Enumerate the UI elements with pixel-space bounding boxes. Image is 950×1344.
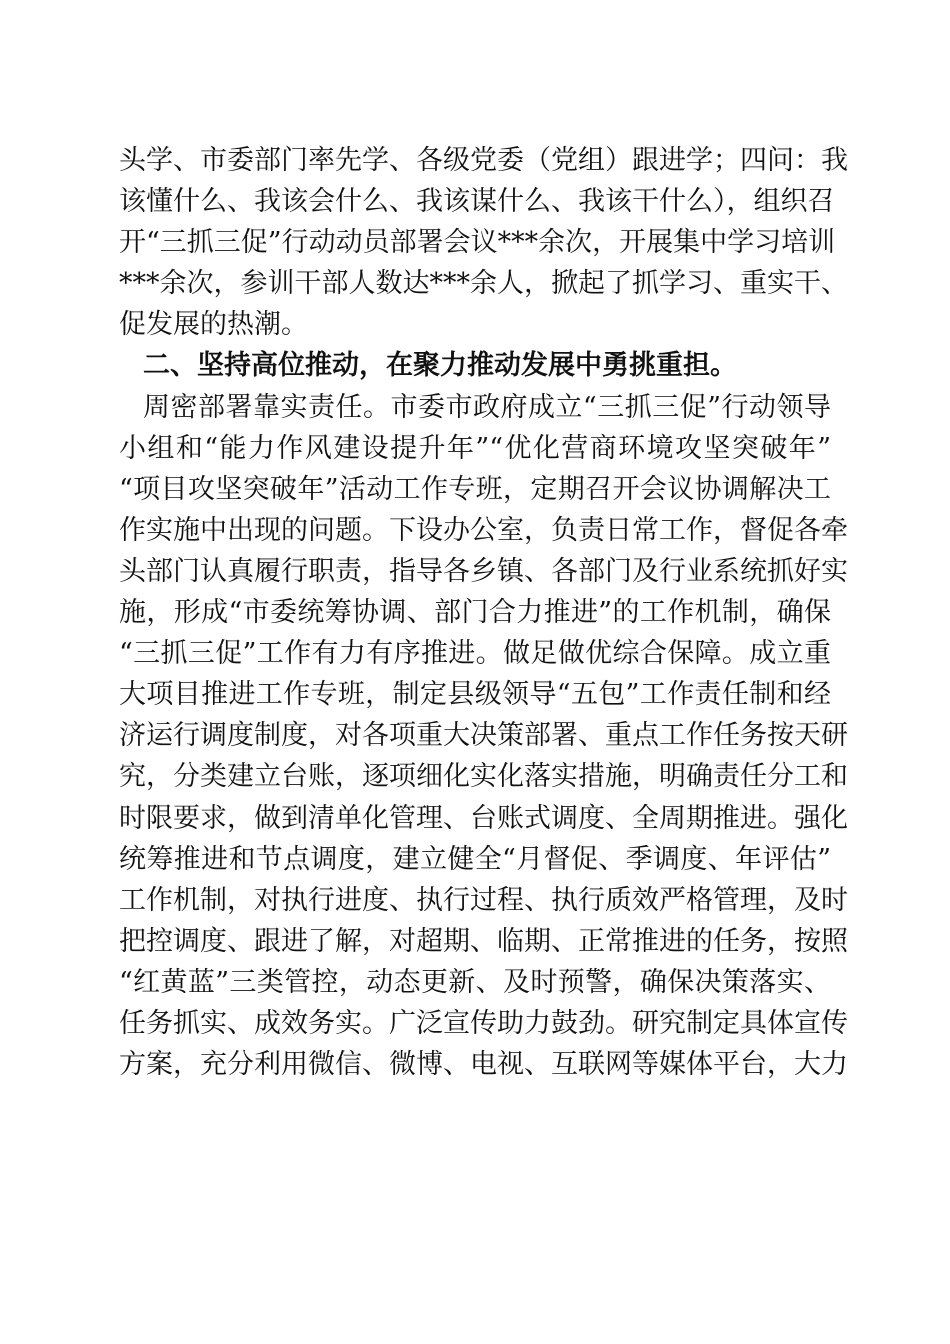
paragraph-2-line: 究，分类建立台账，逐项细化实化落实措施，明确责任分工和 xyxy=(119,761,848,793)
paragraph-2-line: “三抓三促”工作有力有序推进。做足做优综合保障。成立重 xyxy=(119,638,831,670)
paragraph-2-line: 周密部署靠实责任。市委市政府成立“三抓三促”行动领导 xyxy=(143,391,831,423)
paragraph-1-line: 该懂什么、我该会什么、我该谋什么、我该干什么），组织召 xyxy=(119,186,835,218)
paragraph-2-line: 大项目推进工作专班，制定县级领导“五包”工作责任制和经 xyxy=(119,679,831,711)
paragraph-2-line: 小组和“能力作风建设提升年”“优化营商环境攻坚突破年” xyxy=(119,432,831,464)
paragraph-2-line: 时限要求，做到清单化管理、台账式调度、全周期推进。强化 xyxy=(119,802,848,834)
paragraph-1-line: ***余次，参训干部人数达***余人，掀起了抓学习、重实干、 xyxy=(119,268,848,300)
paragraph-2-line: 任务抓实、成效务实。广泛宣传助力鼓劲。研究制定具体宣传 xyxy=(119,1007,848,1039)
paragraph-2-line: 工作机制，对执行进度、执行过程、执行质效严格管理，及时 xyxy=(119,884,848,916)
paragraph-1-line: 促发展的热潮。 xyxy=(119,309,308,341)
paragraph-2-line: 作实施中出现的问题。下设办公室，负责日常工作，督促各牵 xyxy=(119,514,848,546)
paragraph-2-line: 统筹推进和节点调度，建立健全“月督促、季调度、年评估” xyxy=(119,843,831,875)
paragraph-1-line: 开“三抓三促”行动动员部署会议***余次，开展集中学习培训 xyxy=(119,227,836,259)
paragraph-2-line: 施，形成“市委统筹协调、部门合力推进”的工作机制，确保 xyxy=(119,597,831,629)
paragraph-2-line: 头部门认真履行职责，指导各乡镇、各部门及行业系统抓好实 xyxy=(119,555,848,587)
paragraph-2-line: “项目攻坚突破年”活动工作专班，定期召开会议协调解决工 xyxy=(119,473,831,505)
document-body xyxy=(119,140,848,1085)
paragraph-2-line: 方案，充分利用微信、微博、电视、互联网等媒体平台，大力 xyxy=(119,1049,848,1081)
paragraph-2-line: 把控调度、跟进了解，对超期、临期、正常推进的任务，按照 xyxy=(119,925,848,957)
paragraph-1-line: 头学、市委部门率先学、各级党委（党组）跟进学；四问：我 xyxy=(119,145,848,176)
paragraph-2-line: 济运行调度制度，对各项重大决策部署、重点工作任务按天研 xyxy=(119,720,848,752)
paragraph-2-line: “红黄蓝”三类管控，动态更新、及时预警，确保决策落实、 xyxy=(119,966,831,998)
section-heading: 二、坚持高位推动，在聚力推动发展中勇挑重担。 xyxy=(143,350,737,382)
